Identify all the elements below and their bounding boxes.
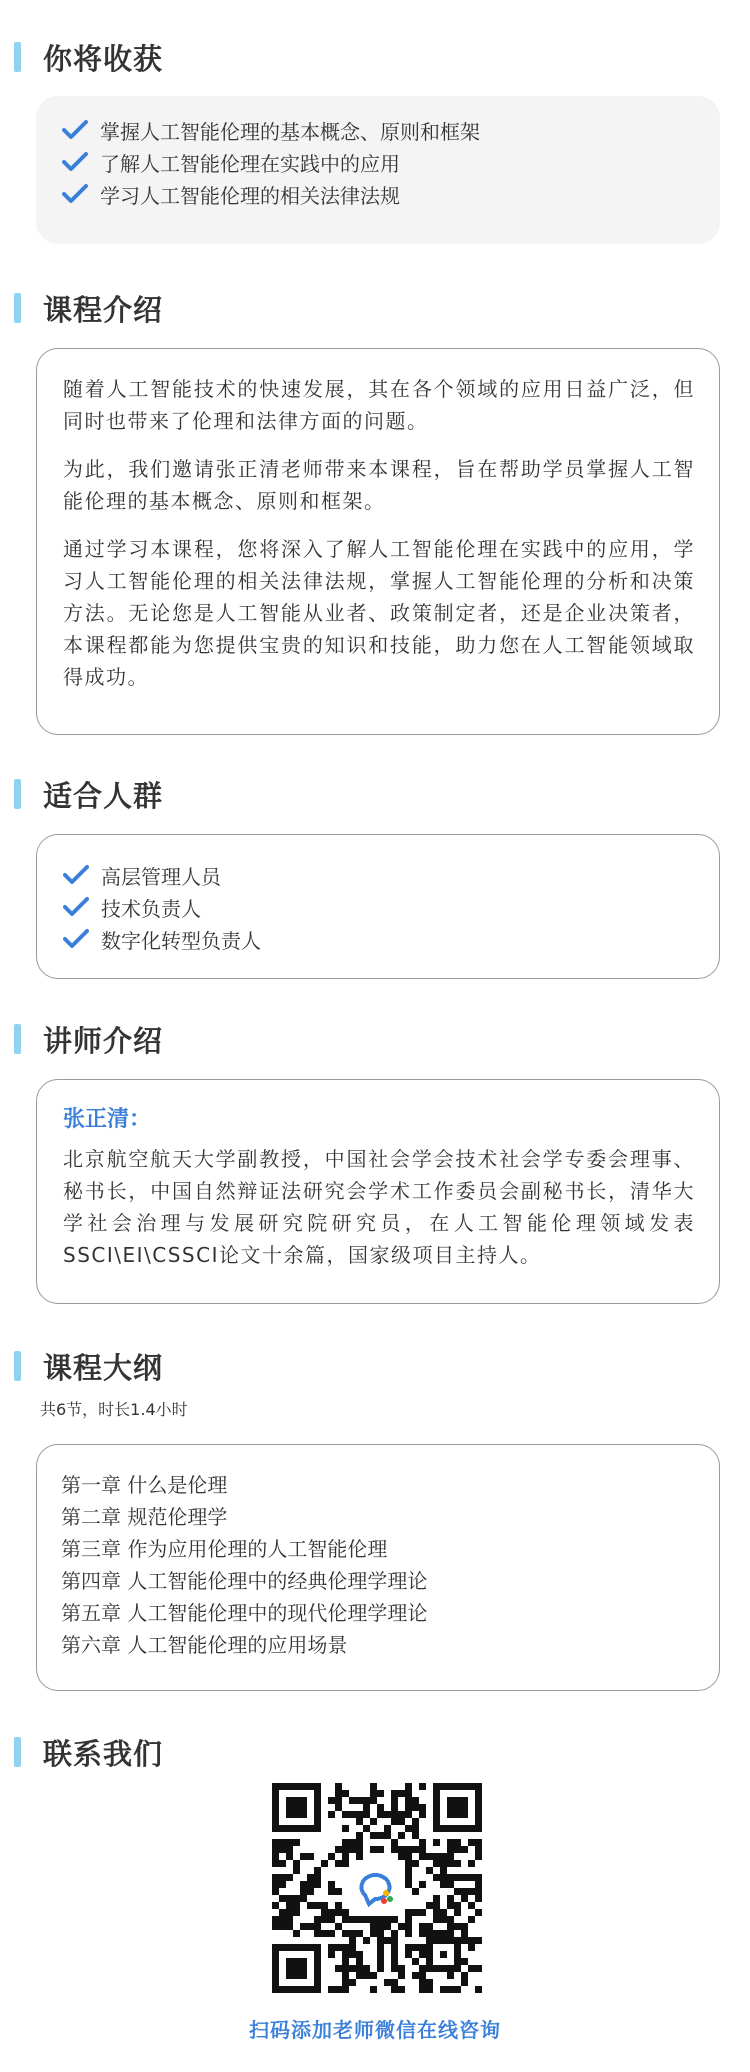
- gains-list: [62, 114, 720, 210]
- section-title-outline: 课程大纲: [43, 1350, 164, 1385]
- list-item: [62, 114, 720, 146]
- list-item: [62, 178, 720, 210]
- audience-item-text: 数字化转型负责人: [101, 928, 261, 953]
- chapter-item: 第六章 人工智能伦理的应用场景: [61, 1633, 348, 1657]
- section-accent-bar: [14, 42, 21, 72]
- outline-summary: 共6节，时长1.4小时: [40, 1400, 188, 1419]
- chapter-item: 第三章 作为应用伦理的人工智能伦理: [61, 1537, 388, 1561]
- chapter-item: 第五章 人工智能伦理中的现代伦理学理论: [61, 1601, 428, 1625]
- section-accent-bar: [14, 293, 21, 323]
- list-item: [62, 146, 720, 178]
- gain-item-text: 学习人工智能伦理的相关法律法规: [100, 183, 400, 208]
- instructor-name: 张正清：: [63, 1107, 152, 1132]
- list-item: [63, 859, 719, 891]
- checkmark-icon: [62, 183, 88, 205]
- checkmark-icon: [63, 928, 89, 950]
- list-item: [63, 923, 719, 955]
- list-item: [63, 891, 719, 923]
- section-header-audience: [14, 777, 163, 811]
- chapter-item: 第二章 规范伦理学: [61, 1505, 228, 1529]
- section-accent-bar: [14, 1737, 21, 1767]
- section-accent-bar: [14, 779, 21, 809]
- gain-item-text: 掌握人工智能伦理的基本概念、原则和框架: [100, 119, 480, 144]
- intro-card: [36, 348, 720, 735]
- gains-card: [36, 96, 720, 244]
- audience-list: [63, 859, 719, 955]
- checkmark-icon: [63, 896, 89, 918]
- section-title-instructor: 讲师介绍: [43, 1023, 164, 1058]
- audience-item-text: 技术负责人: [101, 896, 201, 921]
- chapter-item: 第四章 人工智能伦理中的经典伦理学理论: [61, 1569, 428, 1593]
- outline-card: [36, 1444, 720, 1691]
- section-accent-bar: [14, 1351, 21, 1381]
- section-title-gains: 你将收获: [43, 41, 164, 76]
- section-title-intro: 课程介绍: [43, 292, 164, 327]
- intro-paragraph: 随着人工智能技术的快速发展，其在各个领域的应用日益广泛，但同时也带来了伦理和法律方面的问题。: [63, 377, 695, 433]
- checkmark-icon: [62, 119, 88, 141]
- gain-item-text: 了解人工智能伦理在实践中的应用: [100, 151, 400, 176]
- instructor-card: [36, 1079, 720, 1304]
- intro-paragraph: 通过学习本课程，您将深入了解人工智能伦理在实践中的应用，学习人工智能伦理的相关法律法规，掌握人工智能伦理的分析和决策方法。无论您是人工智能从业者、政策制定者，还是企业决策者，本课程都能为您提供宝贵的知识和技能，助力您在人工智能领域取得成功。: [63, 537, 695, 689]
- audience-item-text: 高层管理人员: [101, 864, 221, 889]
- section-accent-bar: [14, 1024, 21, 1054]
- qr-code-icon[interactable]: [272, 1783, 482, 1993]
- section-title-contact: 联系我们: [43, 1736, 164, 1771]
- instructor-bio: 北京航空航天大学副教授，中国社会学会技术社会学专委会理事、秘书长，中国自然辩证法研究会学术工作委员会副秘书长，清华大学社会治理与发展研究院研究员，在人工智能伦理领域发表SSCI\EI\CSSCI论文十余篇，国家级项目主持人。: [63, 1147, 695, 1267]
- intro-paragraph: 为此，我们邀请张正清老师带来本课程，旨在帮助学员掌握人工智能伦理的基本概念、原则和框架。: [63, 457, 695, 513]
- chapter-item: 第一章 什么是伦理: [61, 1473, 228, 1497]
- section-header-instructor: [14, 1022, 163, 1056]
- checkmark-icon: [63, 864, 89, 886]
- checkmark-icon: [62, 151, 88, 173]
- section-header-intro: [14, 291, 163, 325]
- section-header-gains: [14, 40, 163, 74]
- section-header-contact: [14, 1735, 163, 1769]
- section-header-outline: [14, 1349, 163, 1383]
- audience-card: [36, 834, 720, 979]
- section-title-audience: 适合人群: [43, 778, 164, 813]
- qr-caption: 扫码添加老师微信在线咨询: [249, 2018, 501, 2042]
